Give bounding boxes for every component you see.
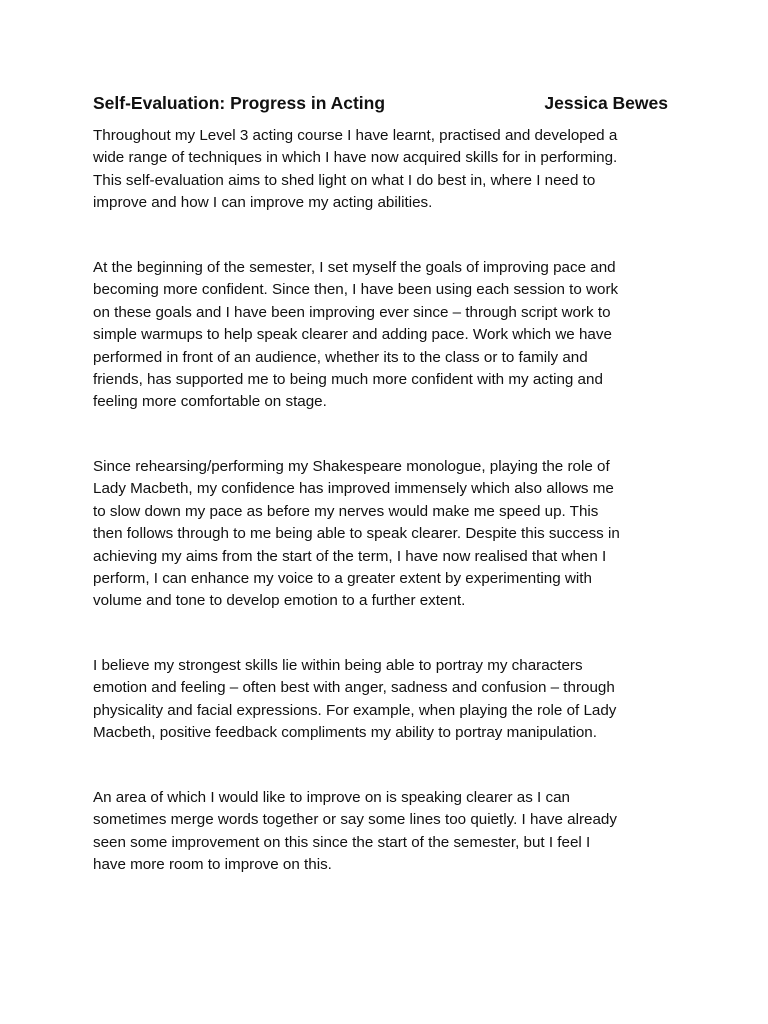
paragraph-line: friends, has supported me to being much more confident with my acting and bbox=[93, 370, 603, 388]
paragraph-intro bbox=[93, 125, 669, 215]
paragraph-shakespeare bbox=[93, 456, 669, 613]
paragraph-line: Lady Macbeth, my confidence has improved immensely which also allows me bbox=[93, 480, 614, 498]
paragraph-line: An area of which I would like to improve on is speaking clearer as I can bbox=[93, 789, 570, 806]
paragraph-line: to slow down my pace as before my nerves would make me speed up. This bbox=[93, 502, 599, 520]
paragraph-line: volume and tone to develop emotion to a further extent. bbox=[93, 592, 466, 610]
paragraph-line: have more room to improve on this. bbox=[93, 856, 332, 874]
paragraph-line: I believe my strongest skills lie within being able to portray my characters bbox=[93, 657, 583, 674]
paragraph-line: then follows through to me being able to speak clearer. Despite this success in bbox=[93, 525, 620, 543]
paragraph-line: achieving my aims from the start of the term, I have now realised that when I bbox=[93, 547, 607, 565]
document-header bbox=[93, 90, 668, 116]
paragraph-strengths bbox=[93, 655, 669, 745]
paragraph-line: sometimes merge words together or say some lines too quietly. I have already bbox=[93, 811, 617, 829]
paragraph-line: physicality and facial expressions. For example, when playing the role of Lady bbox=[93, 701, 617, 719]
paragraph-line: performed in front of an audience, whether its to the class or to family and bbox=[93, 348, 588, 366]
paragraph-goals bbox=[93, 257, 669, 414]
paragraph-line: emotion and feeling – often best with anger, sadness and confusion – through bbox=[93, 679, 615, 697]
paragraph-line: At the beginning of the semester, I set myself the goals of improving pace and bbox=[93, 259, 616, 276]
paragraph-line: perform, I can enhance my voice to a greater extent by experimenting with bbox=[93, 569, 592, 587]
document-title: Self-Evaluation: Progress in Acting bbox=[93, 93, 386, 113]
paragraph-line: wide range of techniques in which I have now acquired skills for in performing. bbox=[93, 149, 618, 167]
paragraph-improvement bbox=[93, 787, 669, 877]
paragraph-line: feeling more comfortable on stage. bbox=[93, 393, 327, 411]
paragraph-line: Since rehearsing/performing my Shakespeare monologue, playing the role of bbox=[93, 458, 610, 475]
paragraph-line: Throughout my Level 3 acting course I have learnt, practised and developed a bbox=[93, 127, 618, 144]
paragraph-line: on these goals and I have been improving ever since – through script work to bbox=[93, 303, 611, 321]
paragraph-line: This self-evaluation aims to shed light on what I do best in, where I need to bbox=[93, 171, 596, 189]
paragraph-line: improve and how I can improve my acting abilities. bbox=[93, 194, 433, 212]
paragraph-line: seen some improvement on this since the start of the semester, but I feel I bbox=[93, 833, 591, 851]
paragraph-line: simple warmups to help speak clearer and adding pace. Work which we have bbox=[93, 326, 612, 344]
author-name: Jessica Bewes bbox=[544, 93, 668, 113]
paragraph-line: Macbeth, positive feedback compliments my ability to portray manipulation. bbox=[93, 724, 597, 742]
paragraph-line: becoming more confident. Since then, I have been using each session to work bbox=[93, 281, 619, 299]
